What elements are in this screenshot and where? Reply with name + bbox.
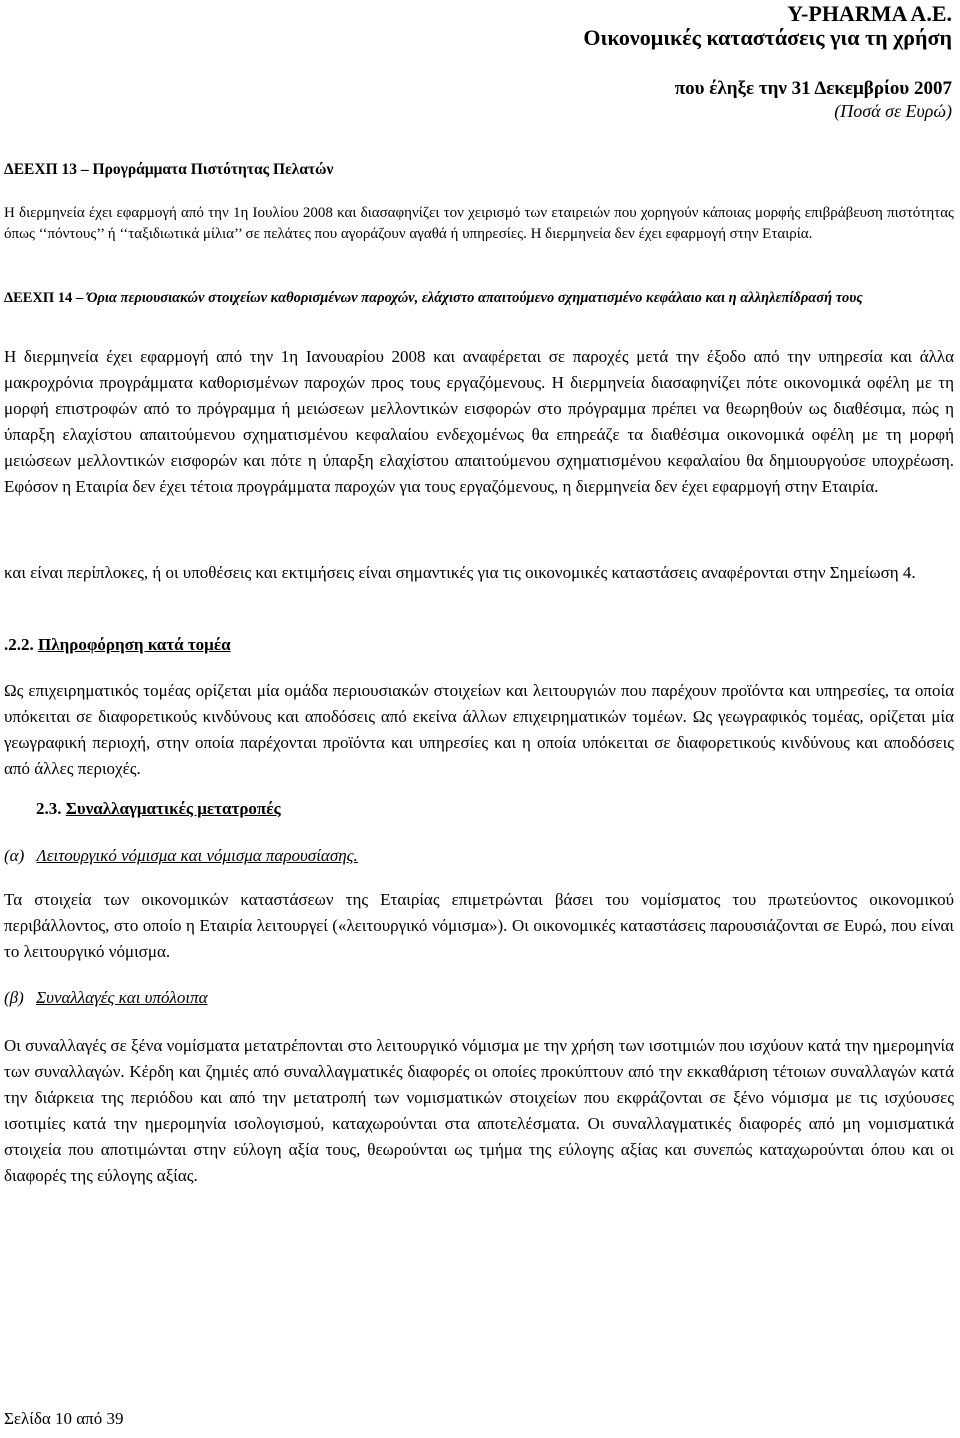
subsection-b-title: Συναλλαγές και υπόλοιπα <box>36 988 208 1007</box>
section-2-2-number: .2.2. <box>4 635 34 654</box>
deexp14-heading-code: ΔΕΕΧΠ 14 – <box>4 290 87 306</box>
period-line: που έληξε την 31 Δεκεμβρίου 2007 <box>674 78 952 99</box>
deexp14-paragraph: Η διερμηνεία έχει εφαρμογή από την 1η Ιανουαρίου 2008 και αναφέρεται σε παροχές μετά την έξοδο από την υπηρεσία και άλλα μακροχρόνια προγράμματα καθορισμένων παροχών προς τους εργαζόμενους. Η διερμηνεία διασαφηνίζει πότε οικονομικά οφέλη με τη μορφή επιστροφών από το πρόγραμμα ή μειώσεων μελλοντικών εισφορών στο πρόγραμμα πρέπει να θεωρηθούν ως διαθέσιμα, πώς η ύπαρξη ελαχίστου απαιτούμενου σχηματισμένου κεφαλαίου ενδεχομένως θα επηρεάζε τα διαθέσιμα οικονομικά οφέλη με τη μορφή μειώσεων μελλοντικών εισφορών και πότε η ύπαρξη ελαχίστου απαιτούμενου σχηματισμένου κεφαλαίου θα δημιουργούσε υποχρέωση. Εφόσον η Εταιρία δεν έχει τέτοια προγράμματα παροχών για τους εργαζόμενους, η διερμηνεία δεν έχει εφαρμογή στην Εταιρία. <box>4 347 954 496</box>
subsection-b-paragraph: Οι συναλλαγές σε ξένα νομίσματα μετατρέπονται στο λειτουργικό νόμισμα με την χρήση των ισοτιμιών που ισχύουν κατά την ημερομηνία των συναλλαγών. Κέρδη και ζημιές από συναλλαγματικές διαφορές οι οποίες προκύπτουν από την εκκαθάριση τέτοιων συναλλαγών κατά την διάρκεια της περιόδου και από την μετατροπή των νομισματικών στοιχείων που εκφράζονται σε ξένο νόμισμα με τις ισχύουσες ισοτιμίες κατά την ημερομηνία ισολογισμού, καταχωρούνται στα αποτελέσματα. Οι συναλλαγματικές διαφορές από μη νομισματικά στοιχεία που αποτιμώνται στην εύλογη αξία τους, θεωρούνται ως τμήμα της εύλογης αξίας και συνεπώς καταχωρούνται όπου και οι διαφορές της εύλογης αξίας. <box>4 1036 954 1185</box>
currency-note: (Ποσά σε Ευρώ) <box>834 101 952 121</box>
estimates-paragraph: και είναι περίπλοκες, ή οι υποθέσεις και εκτιμήσεις είναι σημαντικές για τις οικονομικές καταστάσεις αναφέρονται στην Σημείωση 4. <box>4 563 916 582</box>
subsection-b-heading <box>0 985 960 1011</box>
page-number: Σελίδα 10 από 39 <box>4 1409 124 1428</box>
subsection-a-heading <box>0 843 960 869</box>
deexp13-paragraph: Η διερμηνεία έχει εφαρμογή από την 1η Ιουλίου 2008 και διασαφηνίζει τον χειρισμό των εταιρειών που χορηγούν κάποιας μορφής επιβράβευση πιστότητας όπως ‘‘πόντους’’ ή ‘‘ταξιδιωτικά μίλια’’ σε πελάτες που αγοράζουν αγαθά ή υπηρεσίες. Η διερμηνεία δεν έχει εφαρμογή στην Εταιρία. <box>4 205 954 242</box>
deexp14-heading <box>0 288 960 309</box>
section-2-2-heading <box>0 632 960 658</box>
subsection-a-title: Λειτουργικό νόμισμα και νόμισμα παρουσίασης. <box>36 846 358 865</box>
deexp13-heading-text: ΔΕΕΧΠ 13 – Προγράμματα Πιστότητας Πελατών <box>4 161 334 178</box>
section-2-3-heading <box>0 796 960 822</box>
company-name: Y-PHARMA A.E. <box>787 1 952 26</box>
subsection-a-label: (α) <box>4 846 25 865</box>
subsection-a-paragraph: Τα στοιχεία των οικονομικών καταστάσεων της Εταιρίας επιμετρώνται βάσει του νομίσματος του πρωτεύοντος οικονομικού περιβάλλοντος, στο οποίο η Εταιρία λειτουργεί («λειτουργικό νόμισμα»). Οι οικονομικές καταστάσεις παρουσιάζονται σε Ευρώ, που είναι το λειτουργικό νόμισμα. <box>4 890 954 961</box>
subsection-b-label: (β) <box>4 988 24 1007</box>
deexp13-heading <box>0 159 960 181</box>
section-2-2-title: Πληροφόρηση κατά τομέα <box>38 635 231 654</box>
document-title: Οικονομικές καταστάσεις για τη χρήση <box>583 25 952 50</box>
section-2-3-number: 2.3. <box>36 799 62 818</box>
section-2-2-paragraph: Ως επιχειρηματικός τομέας ορίζεται μία ομάδα περιουσιακών στοιχείων και λειτουργιών που παρέχουν προϊόντα και υπηρεσίες, τα οποία υπόκειται σε διαφορετικούς κινδύνους και αποδόσεις από εκείνα άλλων επιχειρηματικών τομέων. Ως γεωγραφικός τομέας, ορίζεται μία γεωγραφική περιοχή, στην οποία παρέχονται προϊόντα και υπηρεσίες και η οποία υπόκειται σε διαφορετικούς κινδύνους και αποδόσεις από άλλες περιοχές. <box>4 681 954 778</box>
deexp14-heading-title: Όρια περιουσιακών στοιχείων καθορισμένων παροχών, ελάχιστο απαιτούμενο σχηματισμένο κεφάλαιο και η αλληλεπίδρασή τους <box>86 290 863 306</box>
section-2-3-title: Συναλλαγματικές μετατροπές <box>65 799 281 818</box>
